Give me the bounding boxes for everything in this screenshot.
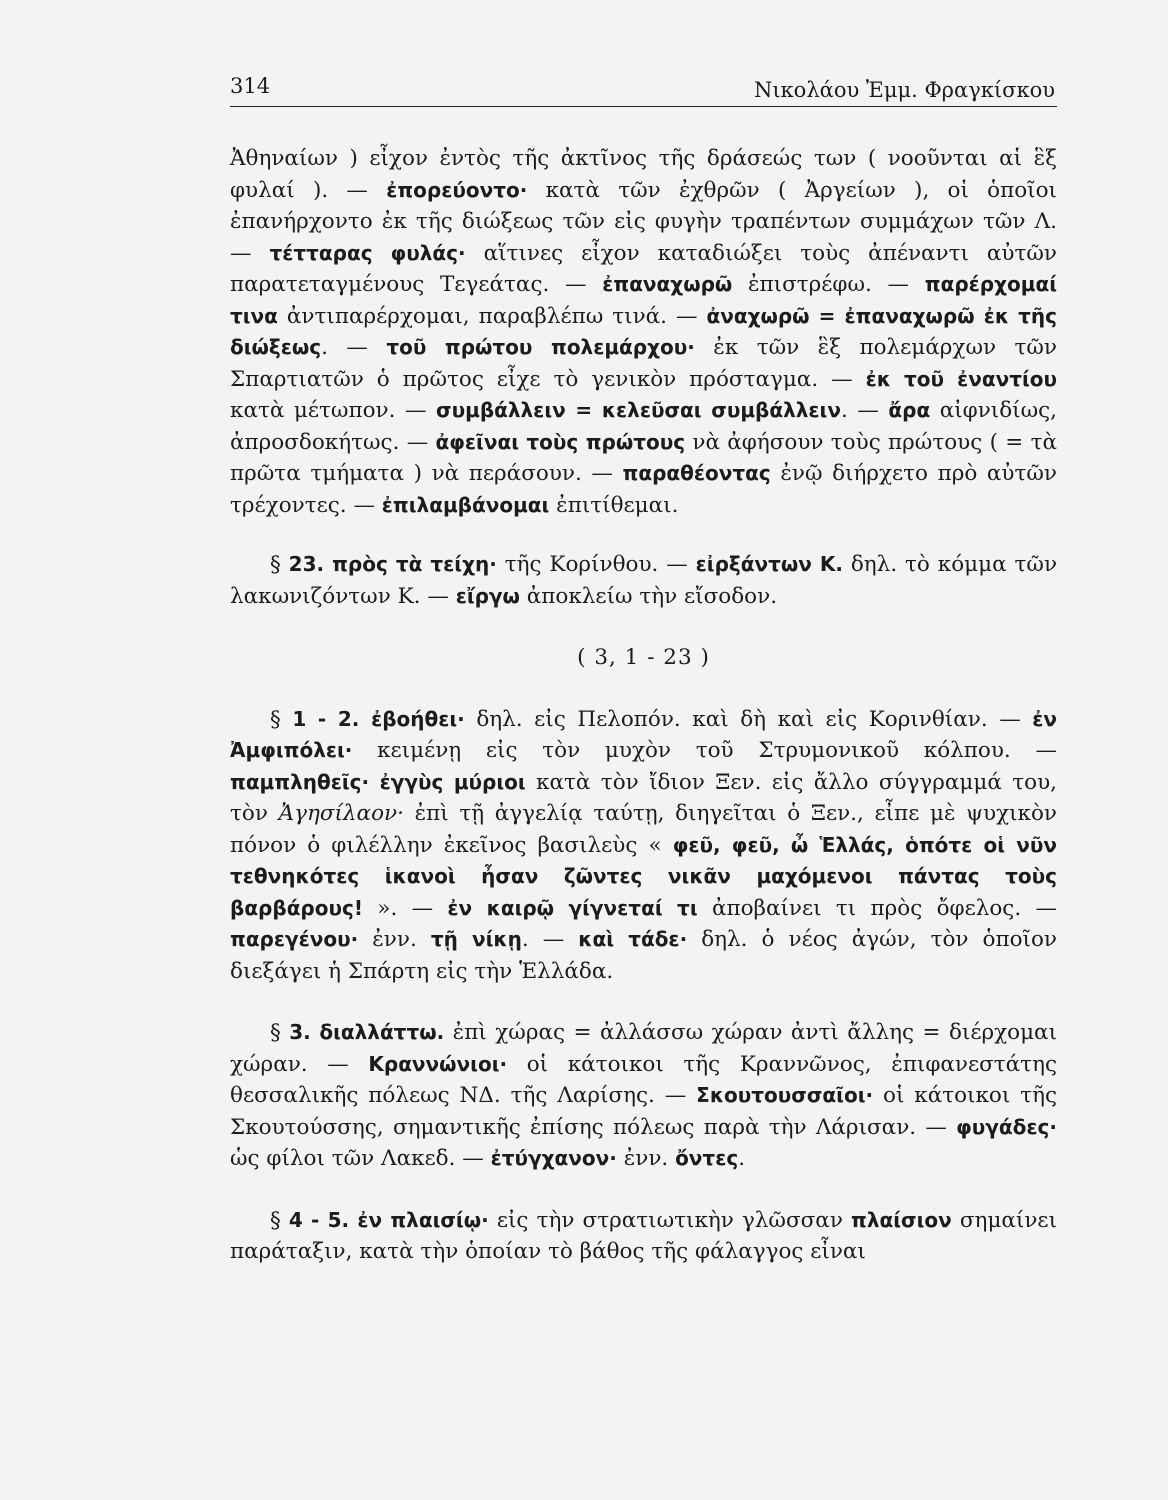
paragraph-5 bbox=[230, 1205, 1057, 1268]
bold-lemma: ἐπιλαμβάνομαι bbox=[381, 492, 550, 517]
text-run: κατὰ τὸν ἴδιον Ξεν. εἰς ἄλλο σύγγραμμά του, τὸν bbox=[230, 769, 1057, 826]
text-run: § bbox=[270, 1207, 289, 1233]
text-run: ἀποβαίνει τι πρὸς ὄφελος. — bbox=[697, 895, 1057, 921]
bold-lemma: συμβάλλειν = κελεῦσαι συμβάλλειν bbox=[436, 398, 841, 422]
text-run: ». — bbox=[362, 895, 448, 921]
text-run: ἐνν. bbox=[358, 927, 431, 952]
bold-lemma: ἐτύγχανον· bbox=[490, 1146, 617, 1170]
text-run: . — bbox=[321, 335, 387, 360]
bold-lemma: παρεγένου· bbox=[230, 927, 359, 951]
text-run: ἐνν. bbox=[616, 1146, 676, 1171]
bold-lemma: ἐν καιρῷ γίγνεταί τι bbox=[447, 895, 698, 920]
bold-lemma: φεῦ, φεῦ, ὦ Ἑλλάς, ὁπότε οἱ νῦν τεθνηκότες ἱκανοὶ ἦσαν ζῶντες νικᾶν μαχόμενοι πάντας τοὺς βαρβάρους! bbox=[230, 832, 1057, 920]
bold-lemma: παρέρχομαί τινα bbox=[230, 272, 1057, 328]
text-run: ἐπιτίθεμαι. bbox=[549, 492, 679, 518]
text-run: ἀποκλείω τὴν εἴσοδον. bbox=[519, 583, 778, 609]
bold-lemma: ἄρα bbox=[888, 398, 931, 422]
text-run: ἐπὶ χώρας = ἀλλάσσω χώραν ἀντὶ ἄλλης = διέρχομαι χώραν. — bbox=[230, 1020, 1058, 1077]
text-run: κατὰ τῶν ἐχθρῶν ( Ἀργείων ), οἱ ὁποῖοι ἐπανήρχοντο ἐκ τῆς διώξεως τῶν εἰς φυγὴν τραπέντων συμμάχων τῶν Λ. — bbox=[230, 177, 1057, 266]
bold-lemma: 23. πρὸς τὰ τείχη· bbox=[288, 552, 497, 576]
bold-lemma: ἀφεῖναι τοὺς πρώτους bbox=[435, 429, 686, 454]
paragraph-1 bbox=[230, 143, 1057, 521]
bold-lemma: τέτταρας φυλάς· bbox=[269, 240, 466, 265]
text-run: . — bbox=[521, 927, 579, 952]
bold-lemma: φυγάδες· bbox=[956, 1114, 1057, 1139]
text-run: κειμένῃ εἰς τὸν μυχὸν τοῦ Στρυμονικοῦ κόλπου. — bbox=[352, 738, 1057, 763]
bold-lemma: καὶ τάδε· bbox=[578, 927, 688, 951]
bold-lemma: πλαίσιον bbox=[851, 1207, 952, 1232]
text-run: ἐνῷ διήρχετο πρὸ αὐτῶν τρέχοντες. — bbox=[230, 461, 1057, 518]
bold-lemma: ὄντες bbox=[675, 1146, 739, 1170]
bold-lemma: παμπληθεῖς· ἐγγὺς μύριοι bbox=[230, 769, 526, 794]
section-heading: ( 3, 1 - 23 ) bbox=[577, 645, 710, 670]
text-run: ἐκ τῶν ἓξ πολεμάρχων τῶν Σπαρτιατῶν ὁ πρῶτος εἶχε τὸ γενικὸν πρόσταγμα. — bbox=[230, 335, 1057, 392]
bold-lemma: 1 - 2. ἐβοήθει· bbox=[292, 706, 465, 731]
text-run: § bbox=[270, 706, 293, 732]
text-run: ἀντιπαρέρχομαι, παραβλέπω τινά. — bbox=[277, 303, 707, 329]
text-run: δηλ. εἰς Πελοπόν. καὶ δὴ καὶ εἰς Κορινθίαν. — bbox=[464, 706, 1033, 732]
paragraph-3 bbox=[230, 704, 1057, 988]
text-run: τῆς Κορίνθου. — bbox=[496, 552, 696, 577]
bold-lemma: εἴργω bbox=[455, 583, 520, 608]
bold-lemma: ἐκ τοῦ ἐναντίου bbox=[865, 366, 1057, 391]
bold-lemma: ἐπαναχωρῶ bbox=[602, 272, 733, 296]
bold-lemma: ἀναχωρῶ = ἐπαναχωρῶ ἐκ τῆς διώξεως bbox=[230, 303, 1057, 359]
text-run: αἰφνιδίως, ἀπροσδοκήτως. — bbox=[230, 398, 1058, 455]
text-run: ἐπιστρέφω. — bbox=[732, 272, 925, 297]
running-head: Νικολάου Ἐμμ. Φραγκίσκου bbox=[753, 78, 1055, 102]
bold-lemma: ἐπορεύοντο· bbox=[386, 177, 528, 202]
paragraph-2 bbox=[230, 549, 1057, 612]
text-run: ὡς φίλοι τῶν Λακεδ. — bbox=[230, 1146, 491, 1171]
bold-lemma: Σκουτουσσαῖοι· bbox=[696, 1083, 874, 1107]
text-run: δηλ. ὁ νέος ἀγών, τὸν ὁποῖον διεξάγει ἡ Σπάρτη εἰς τὴν Ἑλλάδα. bbox=[230, 927, 1057, 984]
text-run: . — bbox=[840, 398, 889, 423]
paragraph-4 bbox=[230, 1017, 1057, 1175]
bold-lemma: τοῦ πρώτου πολεμάρχου· bbox=[386, 335, 695, 359]
text-run: Ἀθηναίων ) εἶχον ἐντὸς τῆς ἀκτῖνος τῆς δράσεώς των ( νοοῦνται αἱ ἓξ φυλαί ). — bbox=[230, 146, 1057, 203]
text-run: κατὰ μέτωπον. — bbox=[230, 398, 437, 423]
text-run: εἰς τὴν στρατιωτικὴν γλῶσσαν bbox=[488, 1207, 852, 1233]
bold-lemma: παραθέοντας bbox=[622, 461, 771, 485]
bold-lemma: Κραννώνιοι· bbox=[368, 1051, 508, 1076]
bold-lemma: 4 - 5. ἐν πλαισίῳ· bbox=[288, 1207, 489, 1232]
bold-lemma: 3. διαλλάττω. bbox=[289, 1020, 445, 1044]
text-run: αἵτινες εἶχον καταδιώξει τοὺς ἀπέναντι αὐτῶν παρατεταγμένους Τεγεάτας. — bbox=[230, 240, 1057, 297]
text-run: νὰ ἀφήσουν τοὺς πρώτους ( = τὰ πρῶτα τμήματα ) νὰ περάσουν. — bbox=[230, 429, 1057, 486]
bold-lemma: ἐν Ἀμφιπόλει· bbox=[230, 706, 1058, 762]
body-text bbox=[230, 143, 1057, 1268]
bold-lemma: εἰρξάντων Κ. bbox=[695, 552, 843, 576]
text-run: § bbox=[270, 1020, 290, 1045]
text-run: . bbox=[738, 1146, 746, 1171]
page-number: 314 bbox=[230, 74, 271, 98]
bold-lemma: τῇ νίκῃ bbox=[430, 927, 522, 951]
text-run: § bbox=[270, 552, 289, 577]
text-run: σημαίνει παράταξιν, κατὰ τὴν ὁποίαν τὸ βάθος τῆς φάλαγγος εἶναι bbox=[230, 1207, 1058, 1264]
text-run: ἐπὶ τῇ ἀγγελίᾳ ταύτῃ, διηγεῖται ὁ Ξεν., εἶπε μὲ ψυχικὸν πόνον ὁ φιλέλλην ἐκεῖνος βασιλεὺς « bbox=[230, 801, 1057, 858]
italic-title: Ἀγησίλαον· bbox=[278, 801, 404, 826]
page-header bbox=[230, 70, 1057, 107]
text-run: δηλ. τὸ κόμμα τῶν λακωνιζόντων Κ. — bbox=[230, 552, 1058, 609]
text-run: οἱ κάτοικοι τῆς Σκουτούσσης, σημαντικῆς ἐπίσης πόλεως παρὰ τὴν Λάρισαν. — bbox=[230, 1083, 1058, 1140]
text-run: οἱ κάτοικοι τῆς Κραννῶνος, ἐπιφανεστάτης θεσσαλικῆς πόλεως ΝΔ. τῆς Λαρίσης. — bbox=[230, 1051, 1058, 1108]
